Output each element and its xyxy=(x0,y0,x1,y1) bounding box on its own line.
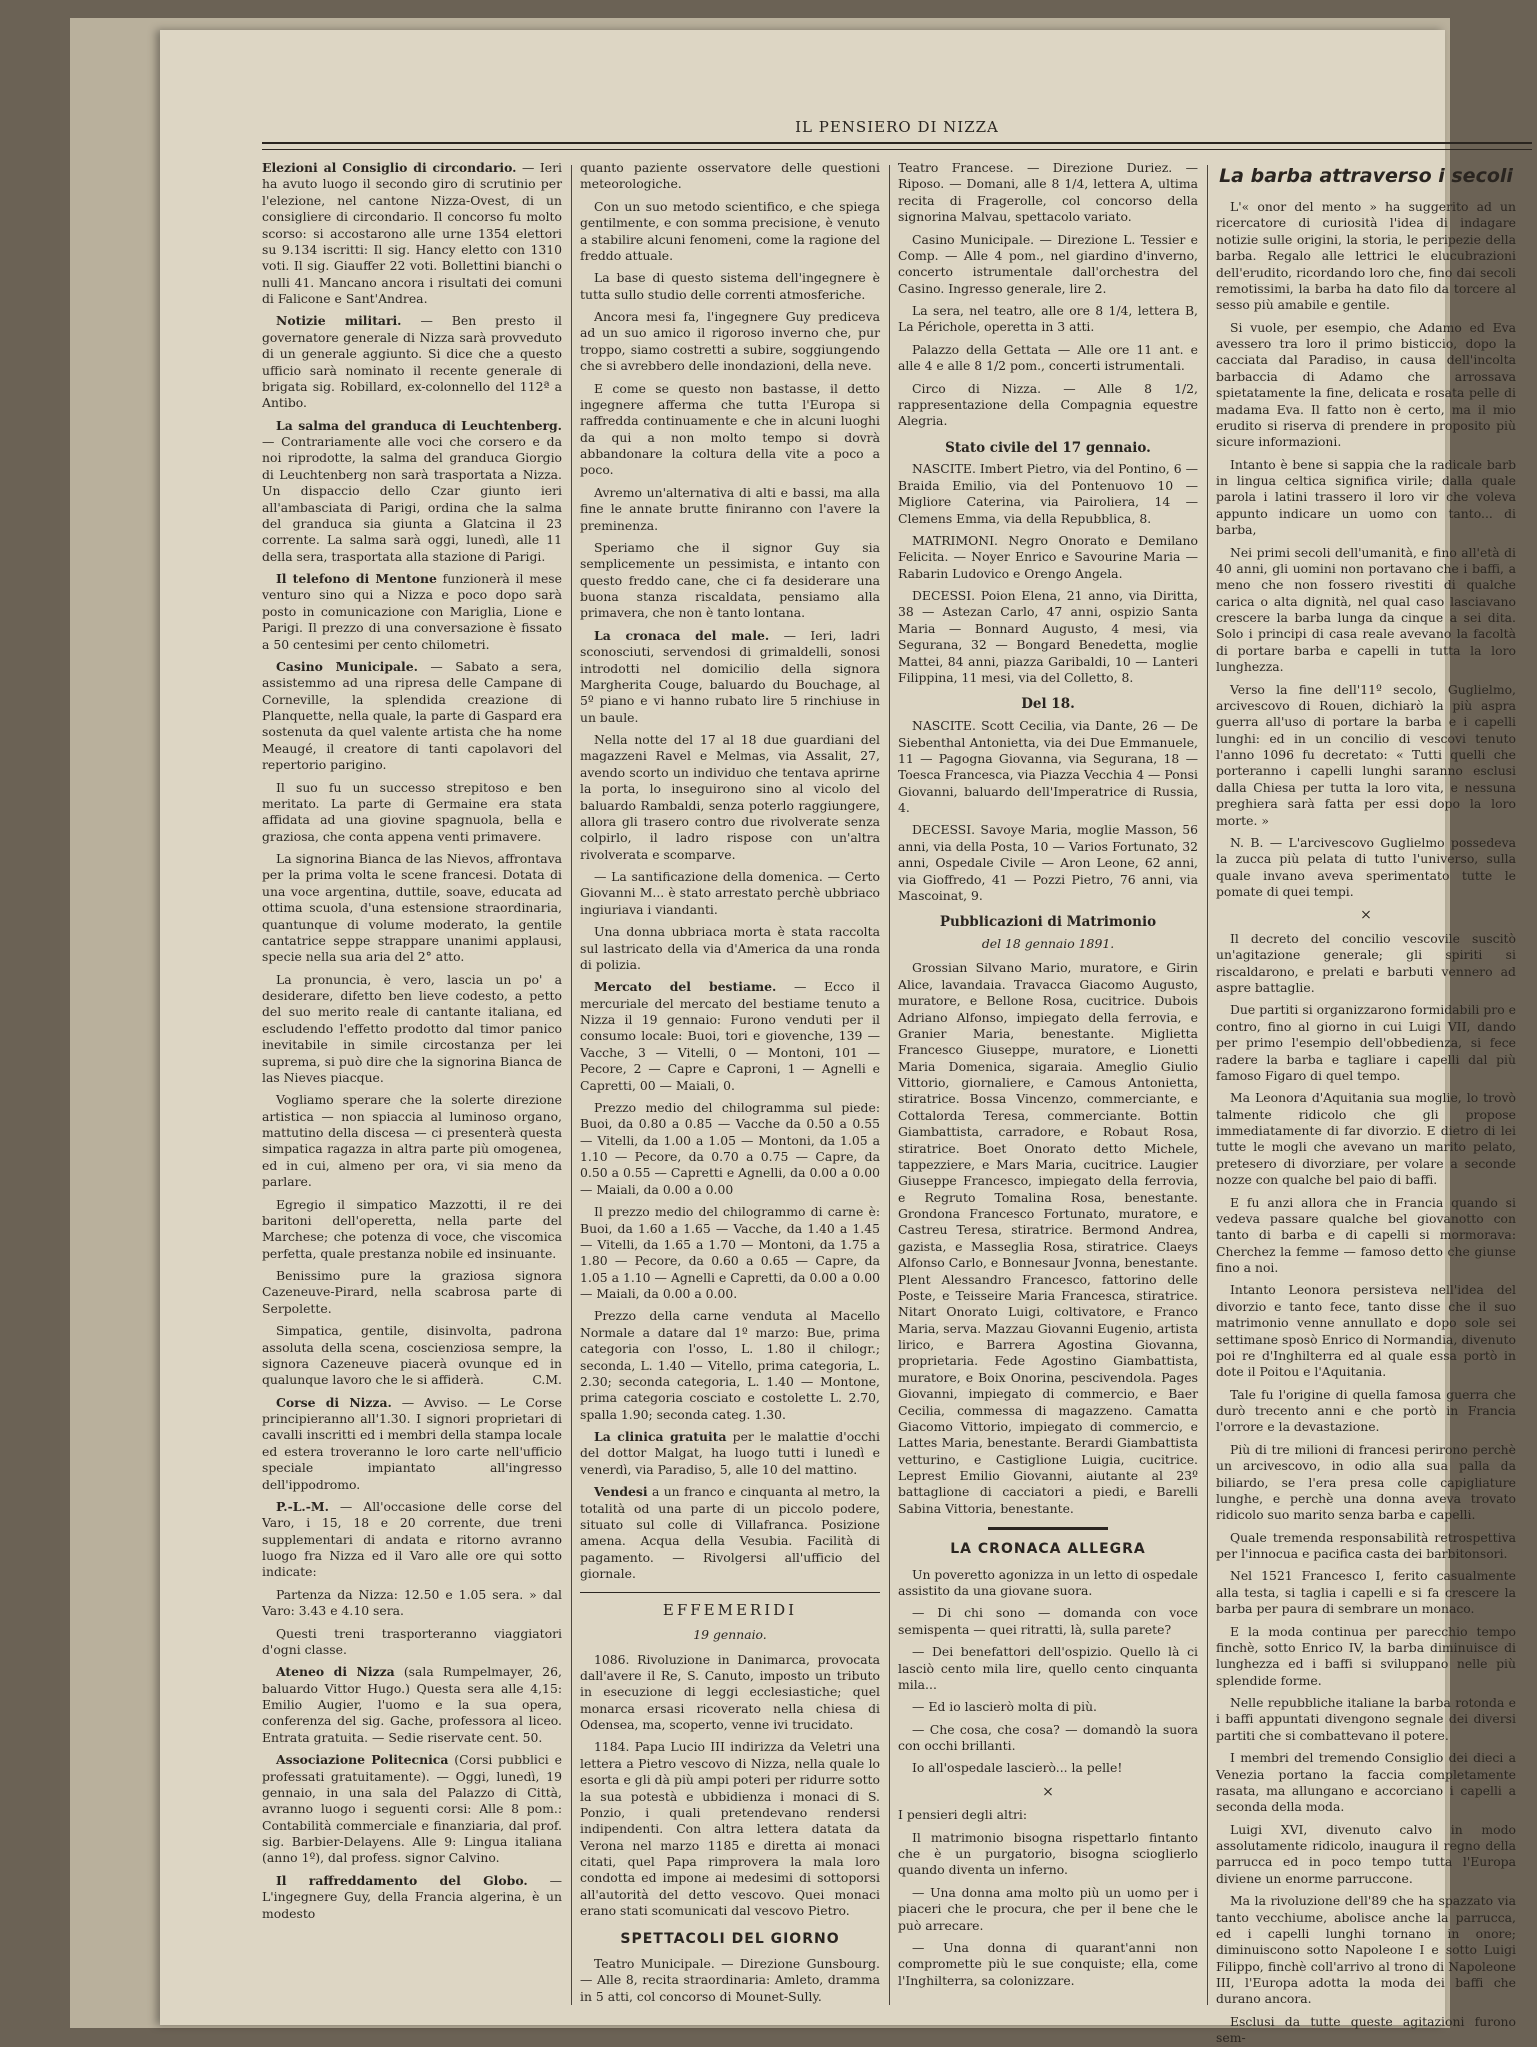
teatro-francese: Teatro Francese. — Direzione Duriez. — Riposo. — Domani, alle 8 1/4, lettera A, ultima recita di Fragerolle, col concorso della signorina Malvau, spettacolo variato. xyxy=(898,160,1198,225)
barba-17: Nelle repubbliche italiane la barba rotonda e i baffi appuntati divengono segnale dei diversi partiti che si combattevano il potere. xyxy=(1216,1695,1516,1743)
allegra-2: — Di chi sono — domanda con voce semispenta — quei ritratti, là, sulla parete? xyxy=(898,1605,1198,1637)
article-elezioni: Elezioni al Consiglio di circondario. — Ieri ha avuto luogo il secondo giro di scrutinio per l'elezione, nel cantone Nizza-Ovest, di un consigliere di circondario. Il concorso fu molto scorso: si accostarono alle urne 1354 elettori su 9.134 iscritti: Il sig. Hancy eletto con 1310 voti. Il sig. Giauffer 22 voti. Bollettini bianchi o nulli 41. Mancano ancora i risultati dei comuni di Falicone e Sant'Andrea. xyxy=(262,160,562,306)
casino-municipale-spett: Casino Municipale. — Direzione L. Tessier e Comp. — Alle 4 pom., nel giardino d'inverno, concerto istrumentale dall'orchestra del Casino. Ingresso generale, lire 2. xyxy=(898,231,1198,296)
columns xyxy=(262,160,1537,2046)
effemeridi-1184: 1184. Papa Lucio III indirizza da Veletri una lettera a Pietro vescovo di Nizza, nella quale lo esorta e gli dà più ampi poteri per ridurre sotto la sua potestà e ubbidienza i monaci di S. Ponzio, i quali pretendevano rendersi indipendenti. Con altra lettera datata da Verona nel marzo 1185 e diretta ai monaci citati, quel Papa rimprovera la mala loro condotta ed impone ai medesimi di sottoporsi all'autorità del detto vescovo. Quei monaci erano stati scomunicati dal vescovo Pietro. xyxy=(580,1739,880,1919)
spettacoli-heading: SPETTACOLI DEL GIORNO xyxy=(620,1930,840,1947)
barba-15: Nel 1521 Francesco I, ferito casualmente alla testa, si taglia i capelli e si fa crescere la barba per paura di sembrare un monaco. xyxy=(1216,1568,1516,1617)
article-mercato: Mercato del bestiame. — Ecco il mercuriale del mercato del bestiame tenuto a Nizza il 19 gennaio: Furono venduti per il consumo locale: Buoi, tori e giovenche, 139 —Vacche, 3 — Vitelli, 0 — Montoni, 101 — Pecore, 2 — Capre e Caproni, 1 — Agnelli e Capretti, 00 — Maiali, 0. xyxy=(580,979,881,1093)
column-2 xyxy=(580,160,880,2010)
circo-nizza: Circo di Nizza. — Alle 8 1/2, rappresentazione della Compagnia equestre Alegria. xyxy=(898,380,1198,429)
barba-7: Il decreto del concilio vescovile suscitò un'agitazione generale; gli spiriti si riscaldarono, e prelati e barbuti vennero ad aspre battaglie. xyxy=(1216,930,1516,996)
spettacoli-teatro-municipale: Teatro Municipale. — Direzione Gunsbourg. — Alle 8, recita straordinaria: Amleto, dramma in 5 atti, col concorso di Mounet-Sully. xyxy=(580,1956,880,2004)
allegra-6: Io all'ospedale lascierò... la pelle! xyxy=(912,1760,1123,1776)
barba-12: Tale fu l'origine di quella famosa guerra che durò trecento anni e che portò in Francia l'orrore e la devastazione. xyxy=(1216,1386,1516,1435)
pensieri-2: — Una donna ama molto più un uomo per i piaceri che le procura, che per il bene che le può arrecare. xyxy=(898,1884,1198,1933)
raffr-continued-6: Avremo un'alternativa di alti e bassi, ma alla fine le annate brutte finiranno con l'avere la preminenza. xyxy=(580,484,880,533)
casino-signature: C.M. xyxy=(532,1372,562,1388)
pubblicazioni-date: del 18 gennaio 1891. xyxy=(981,936,1115,952)
casino-paragraph-4: La pronuncia, è vero, lascia un po' a desiderare, difetto ben lieve codesto, a petto del suo merito reale di cantante italiana, ed escludendo l'effetto prodotto dal timor panico inevitabile in simile circostanza per lei suprema, si può dire che la signorina Bianca de las Nieves piacque. xyxy=(262,971,562,1085)
raffr-continued-5: E come se questo non bastasse, il detto ingegnere afferma che tutta l'Europa si raffredda continuamente e che in alcuni luoghi da qui a non molto tempo si dovrà abbandonare la coltura della vite a poco a poco. xyxy=(580,380,880,478)
palazzo-gettata: Palazzo della Gettata — Alle ore 11 ant. e alle 4 e alle 8 1/2 pom., concerti istrumentali. xyxy=(898,341,1198,374)
barba-3: Intanto è bene si sappia che la radicale barb in lingua celtica significa virile; dalla quale parola i latini trassero il loro vir che voleva appunto indicare un uomo con tanto... di barba, xyxy=(1216,456,1516,538)
matrimoni-17: MATRIMONI. Negro Onorato e Demilano Felicita. — Noyer Enrico e Savourine Maria — Rabarin Ludovico e Orengo Angela. xyxy=(898,532,1198,581)
barba-5: Verso la fine dell'11º secolo, Guglielmo, arcivescovo di Rouen, dichiarò la più aspra guerra all'uso di portare la barba e i capelli lunghi: ed in un concilio di vescovi tenuto l'anno 1096 fu decretato: « Tutti quelli che porteranno i capelli lunghi saranno esclusi dalla Chiesa per tutta la loro vita, e nessuna preghiera sarà fatta per essi dopo la loro morte. » xyxy=(1216,681,1516,828)
column-divider xyxy=(571,165,572,2005)
pensieri-1: Il matrimonio bisogna rispettarlo fintanto che è un purgatorio, bisogna scioglierlo quando diventa un inferno. xyxy=(898,1829,1198,1878)
barba-21: Esclusi da tutte queste agitazioni furono sem- xyxy=(1216,2013,1516,2046)
nascite-18: NASCITE. Scott Cecilia, via Dante, 26 — De Siebenthal Antonietta, via dei Due Emmanuele, 11 — Pagogna Giovanna, via Segurana, 18 — Toesca Francesca, via Piazza Vecchia 4 — Ponsi Giovanni, baluardo dell'Imperatrice di Russia, 4. xyxy=(898,718,1198,815)
barba-18: I membri del tremendo Consiglio dei dieci a Venezia portano la faccia completamente rasata, ma allungano e accorciano i capelli a seconda della moda. xyxy=(1216,1750,1516,1815)
casino-paragraph-8: Simpatica, gentile, disinvolta, padrona assoluta della scena, coscienziosa sempre, la signora Cazeneuve piacerà ovunque ed in qualunque lavoro che le si affiderà. C.M. xyxy=(262,1323,562,1388)
raffr-continued-1: quanto paziente osservatore delle questioni meteorologiche. xyxy=(580,160,880,192)
barba-19: Luigi XVI, divenuto calvo in modo assolutamente ridicolo, inaugura il regno della parrucca ed in poco tempo tutta l'Europa diviene un enorme parruccone. xyxy=(1216,1821,1516,1886)
raffr-continued-4: Ancora mesi fa, l'ingegnere Guy prediceva ad un suo amico il rigoroso inverno che, pur troppo, siamo costretti a subire, soggiungendo che si avrebbero delle inondazioni, della neve. xyxy=(580,309,880,374)
separator-x: × xyxy=(1042,1783,1054,1800)
barba-20: Ma la rivoluzione dell'89 che ha spazzato via tanto vecchiume, abolisce anche la parrucca, ed i capelli lunghi tornano in onore; diminuiscono sotto Napoleone I e sotto Luigi Filippo, finchè coll'arrivo al trono di Napoleone III, l'Europa adotta la moda dei baffi che durano ancora. xyxy=(1216,1893,1516,2007)
newspaper-page xyxy=(160,30,1516,2046)
casino-paragraph-7: Benissimo pure la graziosa signora Cazeneuve-Pirard, nella scabrosa parte di Serpolette. xyxy=(262,1268,562,1316)
feature-title: La barba attraverso i secoli xyxy=(1219,165,1513,187)
decessi-18: DECESSI. Savoye Maria, moglie Masson, 56 anni, via della Posta, 10 — Varios Fortunato, 32 anni, Ospedale Civile — Aron Leone, 62 anni, via Gioffredo, 41 — Pozzi Pietro, 76 anni, via Mascoinat, 9. xyxy=(898,822,1198,903)
barba-4: Nei primi secoli dell'umanità, e fino all'età di 40 anni, gli uomini non portavano che i baffi, a meno che non fossero rivestiti di qualche carica o alta dignità, nel qual caso lasciavano crescere la barba lunga da cinque a sei dita. Solo i principi di casa reale avevano la facoltà di portare barba e capelli in tutta la loro lunghezza. xyxy=(1216,544,1516,675)
effemeridi-date: 19 gennaio. xyxy=(693,1627,767,1643)
pensieri-heading: I pensieri degli altri: xyxy=(898,1807,1028,1823)
barba-6: N. B. — L'arcivescovo Guglielmo possedeva la zucca più pelata di tutto l'universo, sulla quale invano aveva sperimentato tutte le pomate di quei tempi. xyxy=(1216,834,1516,900)
barba-14: Quale tremenda responsabilità retrospettiva per l'innocua e pacifica casta dei barbitonsori. xyxy=(1216,1529,1516,1562)
mercato-paragraph-3: Il prezzo medio del chilogrammo di carne è: Buoi, da 1.60 a 1.65 — Vacche, da 1.40 a 1.45 — Vitelli, da 1.65 a 1.70 — Montoni, da 1.75 a 1.80 — Pecore, da 0.60 a 0.65 — Capre, da 1.05 a 1.10 — Agnelli e Capretti, da 0.00 a 0.00 — Maiali, da 0.00 a 0.00. xyxy=(580,1204,880,1301)
newspaper-title: IL PENSIERO DI NIZZA xyxy=(795,118,999,136)
barba-8: Due partiti si organizzarono formidabili pro e contro, fino al giorno in cui Luigi VII, dando per primo l'esempio dell'obbedienza, si fece radere la barba e tagliare i capelli dal più famoso Figaro di quel tempo. xyxy=(1216,1002,1516,1083)
article-associazione: Associazione Politecnica (Corsi pubblici e professati gratuitamente). — Oggi, lunedì, 19 gennaio, in una sala del Palazzo di Città, avranno luogo i seguenti corsi: Alle 8 pom.: Contabilità commerciale e finanziaria, dal prof. sig. Barbier-Delayens. Alle 9: Lingua italiana (anno 1º), dal profess. signor Calvino. xyxy=(262,1752,562,1866)
column-divider xyxy=(889,165,890,2005)
allegra-4: — Ed io lascierò molta di più. xyxy=(912,1699,1097,1715)
raffr-continued-7: Speriamo che il signor Guy sia semplicemente un pessimista, e intanto con questo freddo cane, che ci fa desiderare una buona stanza riscaldata, pensiamo alla primavera, che non è tanto lontana. xyxy=(580,539,880,621)
barba-13: Più di tre milioni di francesi perirono perchè un arcivescovo, in odio alla sua palla da biliardo, se l'era presa colle capigliature lunghe, e perchè una donna aveva trovato ridicolo suo marito senza barba e capelli. xyxy=(1216,1441,1516,1523)
decessi-17: DECESSI. Poion Elena, 21 anno, via Diritta, 38 — Astezan Carlo, 47 anni, ospizio Santa Maria — Bonnard Augusto, 4 mesi, via Segurana, 32 — Bongard Benedetta, moglie Mattei, 84 anni, piazza Garibaldi, 10 — Lanteri Filippina, 11 mesi, via del Colletto, 8. xyxy=(898,588,1198,685)
stato-civile-heading: Stato civile del 17 gennaio. xyxy=(945,439,1151,456)
article-salma: La salma del granduca di Leuchtenberg. — Contrariamente alle voci che corsero e da noi riprodotte, la salma del granduca Giorgio di Leuchtenberg non sarà trasportata a Nizza. Un dispaccio dello Czar giunto ieri all'ambasciata di Parigi, ordina che la salma del granduca sia giunta a Glatcina il 23 corrente. La salma sarà oggi, lunedì, alle 11 della sera, trasportata alla stazione di Parigi. xyxy=(262,417,562,564)
barba-16: E la moda continua per parecchio tempo finchè, sotto Enrico IV, la barba diminuisce di lunghezza ed i baffi si sviluppano nelle più splendide forme. xyxy=(1216,1623,1516,1688)
column-4 xyxy=(1216,160,1516,2046)
effemeridi-heading: EFFEMERIDI xyxy=(580,1592,880,1621)
raffr-continued-2: Con un suo metodo scientifico, e che spiega gentilmente, e con somma precisione, è venuto a stabilire alcuni fenomeni, come la ragione del freddo attuale. xyxy=(580,198,880,263)
separator-x: × xyxy=(1360,907,1372,924)
masthead-rule xyxy=(262,142,1532,150)
section-rule xyxy=(988,1527,1108,1530)
article-clinica: La clinica gratuita per le malattie d'occhi del dottor Malgat, ha luogo tutti i lunedì e venerdì, via Paradiso, 5, alle 10 del mattino. xyxy=(580,1429,880,1477)
article-telefono: Il telefono di Mentone funzionerà il mese venturo sino qui a Nizza e poco dopo sarà posto in comunicazione con Mariglia, Lione e Parigi. Il prezzo di una conversazione è fissato a 50 centesimi per cento chilometri. xyxy=(262,571,562,652)
santificazione-2: Una donna ubbriaca morta è stata raccolta sul lastricato della via d'America da una ronda di polizia. xyxy=(580,924,880,972)
nascite-17: NASCITE. Imbert Pietro, via del Pontino, 6 — Braida Emilio, via del Pontenuovo 10 — Migliore Caterina, via Pairoliera, 14 — Clemens Emma, via della Repubblica, 8. xyxy=(898,461,1198,526)
article-raffreddamento: Il raffreddamento del Globo. — L'ingegnere Guy, della Francia algerina, è un modesto xyxy=(262,1872,562,1921)
barba-10: E fu anzi allora che in Francia quando si vedeva passare qualche bel giovanotto con tanto di barba e di capelli si mormorava: Cherchez la femme — famoso detto che giunse fino a noi. xyxy=(1216,1194,1516,1276)
pubblicazioni-heading: Pubblicazioni di Matrimonio xyxy=(939,914,1157,931)
allegra-3: — Dei benefattori dell'ospizio. Quello là ci lasciò cento mila lire, quello cento cinquanta mila... xyxy=(898,1644,1198,1692)
barba-9: Ma Leonora d'Aquitania sua moglie, lo trovò talmente ridicolo che gli propose immediatamente di far divorzio. E dietro di lei tutte le mogli che avevano un marito pelato, pretesero di divorziare, per volare a seconde nozze con qualche bel paio di baffi. xyxy=(1216,1090,1516,1188)
casino-paragraph-2: Il suo fu un successo strepitoso e ben meritato. La parte di Germaine era stata affidata ad una giovine spagnuola, bella e graziosa, che conta appena venti primavere. xyxy=(262,779,562,844)
santificazione: — La santificazione della domenica. — Certo Giovanni M... è stato arrestato perchè ubbriaco ingiuriava i viandanti. xyxy=(580,869,880,917)
barba-2: Si vuole, per esempio, che Adamo ed Eva avessero tra loro il primo bisticcio, dopo la cacciata dal Paradiso, in causa dell'incolta barbaccia di Adamo che arrossava spietatamente la fine, delicata e rosata pelle di madama Eva. Il fatto non è certo, ma il mio erudito si riserva di prendere in proposito più sicure informazioni. xyxy=(1216,319,1516,450)
casino-paragraph-5: Vogliamo sperare che la solerte direzione artistica — non spiaccia al luminoso organo, mattutino della discesa — ci presenterà questa simpatica ragazza in altra parte più omogenea, ed in cui, almeno per ora, vi sia meno da parlare. xyxy=(262,1092,562,1190)
article-militari: Notizie militari. — Ben presto il governatore generale di Nizza sarà provveduto di un generale aggiunto. Si dice che a questo ufficio sarà nominato il recente generale di brigata sig. Robillard, ex-colonnello del 112ª a Antibo. xyxy=(262,313,562,411)
casino-paragraph-6: Egregio il simpatico Mazzotti, il re dei baritoni dell'operetta, nella parte del Marchese; che potenza di voce, che viscomica perfetta, quale prestanza nobile ed insinuante. xyxy=(262,1196,562,1261)
pensieri-3: — Una donna di quarant'anni non compromette più le sue conquiste; ella, come l'Inghilterra, sa colonizzare. xyxy=(898,1939,1198,1988)
barba-1: L'« onor del mento » ha suggerito ad un ricercatore di curiosità l'idea di indagare notizie sulle origini, la storia, le peripezie della barba. Regalo alle lettrici le elucubrazioni dell'erudito, ricordando loro che, fino dai secoli remotissimi, la barba ha dato filo da torcere al sesso più amabile e gentile. xyxy=(1216,199,1516,313)
column-1 xyxy=(262,160,562,2010)
masthead xyxy=(262,108,1532,158)
barba-11: Intanto Leonora persisteva nell'idea del divorzio e tanto fece, tanto disse che il suo matrimonio venne annullato e dopo sole sei settimane sposò Enrico di Normandia, divenuto poi re d'Inghilterra ed al quale essa portò in dote il Poitou e l'Aquitania. xyxy=(1216,1282,1516,1380)
article-cronaca-male: La cronaca del male. — Ieri, ladri sconosciuti, servendosi di grimaldelli, sonosi introdotti nel domicilio della signora Margherita Couge, baluardo du Bouchage, al 5º piano e vi hanno rubato lire 5 rinchiuse in un baule. xyxy=(580,627,880,725)
allegra-1: Un poveretto agonizza in un letto di ospedale assistito da una giovane suora. xyxy=(898,1566,1198,1599)
plm-times: Partenza da Nizza: 12.50 e 1.05 sera. » dal Varo: 3.43 e 4.10 sera. xyxy=(262,1586,562,1619)
plm-end: Questi treni trasporteranno viaggiatori d'ogni classe. xyxy=(262,1625,562,1657)
pubblicazioni-list: Grossian Silvano Mario, muratore, e Girin Alice, lavandaia. Travacca Giacomo Augusto, muratore, e Bellone Rosa, cucitrice. Dubois Adriano Alfonso, impiegato della ferrovia, e Granier Maria, benestante. Miglietta Francesco Giuseppe, muratore, e Lionetti Maria Domenica, sigaraia. Ameglio Giulio Vittorio, giornaliere, e Camous Antonietta, stiratrice. Bossa Vincenzo, commerciante, e Cottalorda Teresa, commerciante. Bottin Giambattista, carradore, e Robaut Rosa, stiratrice. Boet Onorato detto Michele, tappezziere, e Mars Maria, cucitrice. Laugier Giuseppe Francesco, impiegato della ferrovia, e Regruto Tomalina Rosa, benestante. Grondona Francesco Fortunato, muratore, e Castreu Teresa, stiratrice. Bermond Andrea, gazista, e Masseglia Rosa, stiratrice. Claeys Alfonso Carlo, e Bonnesaur Jvonna, benestante. Plent Alessandro Francesco, fattorino delle Poste, e Teisseire Maria Francesca, stiratrice. Nitart Onorato Luigi, coltivatore, e Franco Maria, serva. Mazzau Giovanni Eugenio, artista lirico, e Barrera Agostina Giovanna, proprietaria. Fede Agostino Giambattista, muratore, e Boix Onorina, pescivendola. Pages Giovanni, impiegato di commercio, e Baer Cecilia, commessa di magazzeno. Camatta Giacomo Vittorio, impiegato di commercio, e Lattes Maria, benestante. Berardi Giambattista vetturino, e Castiglione Luigia, cucitrice. Leprest Emilio Giovanni, aiutante al 23º battaglione di cacciatori a piedi, e Barelli Sabina Vittoria, benestante. xyxy=(898,960,1198,1516)
casino-paragraph-3: La signorina Bianca de las Nievos, affrontava per la prima volta le scene francesi. Dotata di una voce argentina, duttile, soave, educata ad ottima scuola, d'una estensione straordinaria, quantunque di volume moderato, la gentile cantatrice seppe strappare unanimi applausi, specie nella sua aria del 2° atto. xyxy=(262,851,562,965)
casino-municipale-sera: La sera, nel teatro, alle ore 8 1/4, lettera B, La Périchole, operetta in 3 atti. xyxy=(898,303,1198,335)
allegra-5: — Che cosa, che cosa? — domandò la suora con occhi brillanti. xyxy=(898,1721,1198,1754)
del-18-heading: Del 18. xyxy=(1021,696,1075,713)
article-corse: Corse di Nizza. — Avviso. — Le Corse principieranno all'1.30. I signori proprietari di cavalli inscritti ed i membri della stampa locale ed estera troveranno le loro carte nell'ufficio speciale impiantato all'ingresso dell'ippodromo. xyxy=(262,1394,562,1492)
mercato-paragraph-4: Prezzo della carne venduta al Macello Normale a datare dal 1º marzo: Bue, prima categoria con l'osso, L. 1.80 il chilogr.; seconda, L. 1.40 — Vitello, prima categoria, L. 2.30; seconda categoria, L. 1.40 — Montone, prima categoria cosciato e costolette L. 2.70, spalla 1.90; seconda categ. 1.30. xyxy=(580,1308,880,1422)
cronaca-allegra-heading: LA CRONACA ALLEGRA xyxy=(950,1541,1146,1558)
effemeridi-1086: 1086. Rivoluzione in Danimarca, provocata dall'avere il Re, S. Canuto, imposto un tributo in esecuzione di leggi ecclesiastiche; quel monarca ersasi ricoverato nella chiesa di Odensea, ma, scoperto, venne ivi trucidato. xyxy=(580,1651,880,1733)
article-vendesi: Vendesi a un franco e cinquanta al metro, la totalità od una parte di un piccolo podere, situato sul colle di Villafranca. Posizione amena. Acqua della Vesubia. Facilità di pagamento. — Rivolgersi all'ufficio del giornale. xyxy=(580,1484,880,1581)
cronaca-paragraph-2: Nella notte del 17 al 18 due guardiani del magazzeni Ravel e Melmas, via Assalit, 27, avendo scorto un individuo che tentava aprirne la porta, lo inseguirono sino al vicolo del baluardo Rambaldi, senza poterlo raggiungere, allora gli trasero contro due rivolverate senza colpirlo, il ladro rispose con un'altra rivolverata e scomparve. xyxy=(580,732,880,862)
article-casino: Casino Municipale. — Sabato a sera, assistemmo ad una ripresa delle Campane di Corneville, la splendida creazione di Planquette, nella quale, la parte di Gaspard era sostenuta da quel valente artista che ha nome Meaugé, il creatore di tanti capolavori del repertorio parigino. xyxy=(262,658,562,773)
article-ateneo: Ateneo di Nizza (sala Rumpelmayer, 26, baluardo Vittor Hugo.) Questa sera alle 4,15: Emilio Augier, l'uomo e la sua opera, conferenza del sig. Gache, professora al liceo. Entrata gratuita. — Sedie riservate cent. 50. xyxy=(262,1664,562,1745)
article-plm: P.-L.-M. — All'occasione delle corse del Varo, i 15, 18 e 20 corrente, due treni supplementari di andata e ritorno avranno luogo fra Nizza ed il Varo alle ore qui sotto indicate: xyxy=(262,1498,562,1580)
column-divider xyxy=(1207,165,1208,2005)
raffr-continued-3: La base di questo sistema dell'ingegnere è tutta sullo studio delle correnti atmosferiche. xyxy=(580,270,880,302)
mercato-paragraph-2: Prezzo medio del chilogramma sul piede: Buoi, da 0.80 a 0.85 — Vacche da 0.50 a 0.55 — Vitelli, da 1.00 a 1.05 — Montoni, da 1.05 a 1.10 — Pecore, da 0.70 a 0.75 — Capre, da 0.50 a 0.55 — Capretti e Agnelli, da 0.00 a 0.00 — Maiali, da 0.00 a 0.00 xyxy=(580,1099,880,1197)
column-3 xyxy=(898,160,1198,2010)
